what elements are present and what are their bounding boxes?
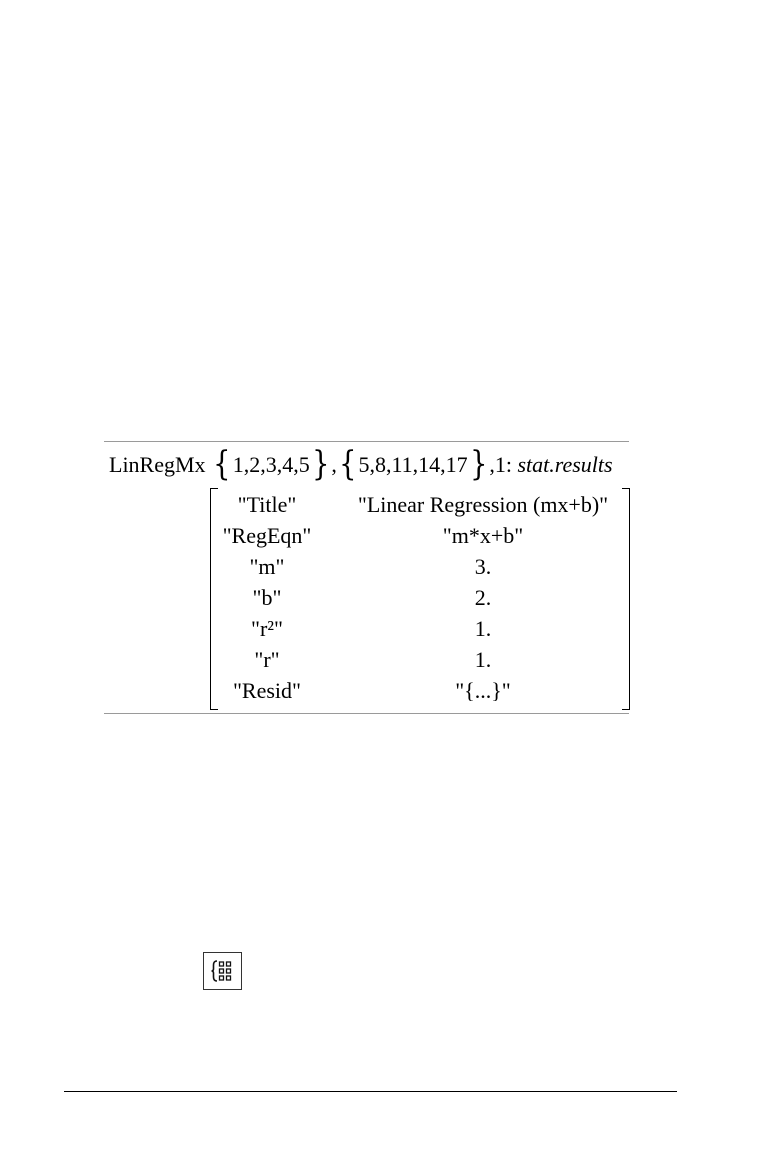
calculator-example xyxy=(104,441,629,714)
matrix-row xyxy=(210,552,630,582)
matrix-key: "Resid" xyxy=(232,678,302,703)
list-separator: , xyxy=(331,451,337,477)
matrix-value: 1. xyxy=(474,647,492,672)
matrix-value: 3. xyxy=(474,554,492,579)
example-bottom-rule xyxy=(104,713,629,714)
y-list: 5,8,11,14,17 xyxy=(358,451,468,477)
matrix-key: "m" xyxy=(249,554,285,579)
left-brace: { xyxy=(339,443,357,484)
matrix-key: "Title" xyxy=(237,492,297,517)
matrix-value: 2. xyxy=(474,585,492,610)
matrix-row xyxy=(210,583,630,613)
matrix-row xyxy=(210,490,630,520)
command-name: LinRegMx xyxy=(109,451,206,477)
x-list: 1,2,3,4,5 xyxy=(232,451,310,477)
result-matrix xyxy=(210,488,630,708)
matrix-key: "b" xyxy=(252,585,282,610)
matrix-value: "Linear Regression (mx+b)" xyxy=(357,492,609,517)
example-top-rule xyxy=(104,441,629,442)
matrix-value: 1. xyxy=(474,616,492,641)
matrix-value: "{...}" xyxy=(455,678,511,703)
left-brace: { xyxy=(213,443,231,484)
matrix-value: "m*x+b" xyxy=(442,523,524,548)
matrix-key: "r" xyxy=(254,647,280,672)
matrix-row xyxy=(210,521,630,551)
matrix-row xyxy=(210,645,630,675)
matrix-key: "r²" xyxy=(251,616,283,641)
matrix-key: "RegEqn" xyxy=(222,523,312,548)
freq-argument: ,1: xyxy=(489,451,512,477)
command-line xyxy=(109,443,613,483)
footer-rule xyxy=(64,1091,677,1092)
list-template-icon xyxy=(203,952,242,990)
right-brace: } xyxy=(311,443,330,484)
right-brace: } xyxy=(469,443,488,484)
result-variable: stat.results xyxy=(517,451,613,477)
matrix-row xyxy=(210,614,630,644)
matrix-row xyxy=(210,676,630,706)
